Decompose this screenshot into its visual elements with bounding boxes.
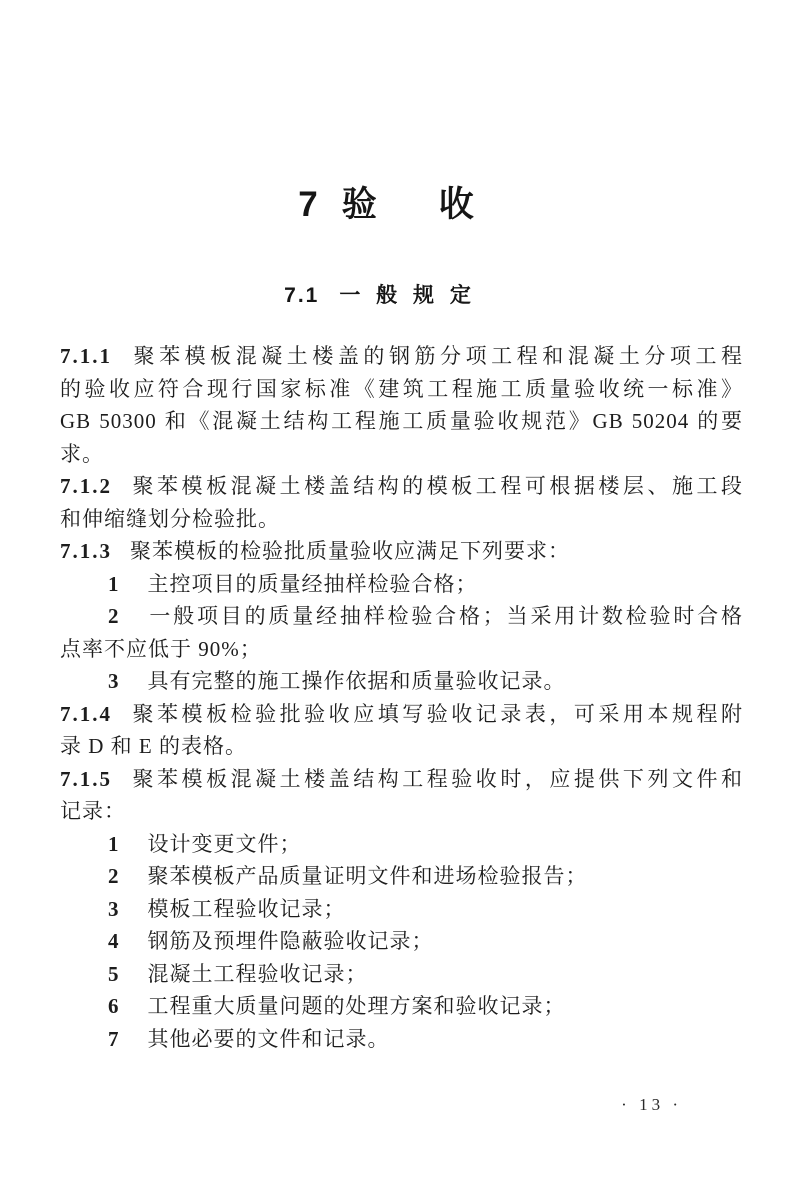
list-item-line bbox=[60, 665, 743, 698]
item-number: 5 bbox=[108, 961, 121, 986]
item-number: 7 bbox=[108, 1026, 121, 1051]
text-line bbox=[60, 795, 743, 828]
clause-line bbox=[60, 698, 743, 731]
text-line bbox=[60, 373, 743, 406]
clause-number: 7.1.3 bbox=[60, 539, 112, 563]
list-item-line bbox=[60, 600, 743, 633]
list-item-line bbox=[60, 828, 743, 861]
list-item-line bbox=[60, 568, 743, 601]
line-text: 聚苯模板产品质量证明文件和进场检验报告； bbox=[147, 864, 588, 888]
list-item-line bbox=[60, 925, 743, 958]
line-text: 聚苯模板混凝土楼盖的钢筋分项工程和混凝土分项工程 bbox=[130, 344, 743, 368]
line-text: 具有完整的施工操作依据和质量验收记录。 bbox=[147, 669, 566, 693]
item-number: 2 bbox=[108, 864, 121, 888]
line-text: 其他必要的文件和记录。 bbox=[147, 1026, 390, 1051]
chapter-title-char-1: 验 bbox=[341, 185, 377, 224]
text-line bbox=[60, 405, 743, 438]
clause-line bbox=[60, 470, 743, 503]
line-text: 的验收应符合现行国家标准《建筑工程施工质量验收统一标准》 bbox=[60, 376, 743, 401]
line-text: 混凝土工程验收记录； bbox=[147, 961, 368, 986]
clause-number: 7.1.5 bbox=[60, 766, 112, 791]
item-number: 1 bbox=[108, 571, 121, 596]
list-item-line bbox=[60, 1023, 743, 1056]
page-number: · 13 · bbox=[621, 1095, 682, 1114]
clause-number: 7.1.1 bbox=[60, 344, 112, 368]
chapter-title bbox=[0, 186, 786, 224]
item-number: 3 bbox=[108, 896, 121, 921]
line-text: 点率不应低于 90%； bbox=[60, 636, 262, 661]
line-text: 主控项目的质量经抽样检验合格； bbox=[147, 571, 478, 596]
item-number: 3 bbox=[108, 669, 121, 693]
list-item-line bbox=[60, 893, 743, 926]
line-text: 模板工程验收记录； bbox=[147, 896, 346, 921]
line-text: 聚苯模板混凝土楼盖结构工程验收时，应提供下列文件和 bbox=[130, 766, 743, 791]
line-text: 设计变更文件； bbox=[147, 831, 302, 856]
line-text: 聚苯模板检验批验收应填写验收记录表，可采用本规程附 bbox=[130, 701, 743, 726]
clause-line bbox=[60, 340, 743, 373]
text-line bbox=[60, 503, 743, 536]
text-line bbox=[60, 730, 743, 763]
list-item-line bbox=[60, 860, 743, 893]
line-text: 聚苯模板的检验批质量验收应满足下列要求： bbox=[130, 539, 570, 563]
line-text: 一般项目的质量经抽样检验合格；当采用计数检验时合格 bbox=[147, 604, 743, 628]
text-line bbox=[60, 633, 743, 666]
line-text: GB 50300 和《混凝土结构工程施工质量验收规范》GB 50204 的要 bbox=[60, 409, 743, 433]
section-number: 7.1 bbox=[284, 284, 320, 307]
section-body bbox=[60, 340, 743, 1055]
item-number: 2 bbox=[108, 604, 121, 628]
clause-number: 7.1.2 bbox=[60, 474, 112, 498]
clause-line bbox=[60, 763, 743, 796]
line-text: 工程重大质量问题的处理方案和验收记录； bbox=[147, 994, 566, 1018]
line-text: 记录： bbox=[60, 799, 126, 823]
text-line bbox=[60, 438, 743, 471]
list-item-line bbox=[60, 990, 743, 1023]
line-text: 录 D 和 E 的表格。 bbox=[60, 734, 247, 758]
line-text: 和伸缩缝划分检验批。 bbox=[60, 506, 280, 531]
clause-line bbox=[60, 535, 743, 568]
item-number: 1 bbox=[108, 831, 121, 856]
item-number: 4 bbox=[108, 929, 121, 953]
item-number: 6 bbox=[108, 994, 121, 1018]
clause-number: 7.1.4 bbox=[60, 701, 112, 726]
line-text: 求。 bbox=[60, 441, 104, 466]
line-text: 聚苯模板混凝土楼盖结构的模板工程可根据楼层、施工段 bbox=[130, 474, 743, 498]
chapter-title-char-2: 收 bbox=[438, 185, 474, 224]
chapter-number: 7 bbox=[298, 185, 318, 224]
section-title: 一 般 规 定 bbox=[339, 284, 476, 307]
line-text: 钢筋及预埋件隐蔽验收记录； bbox=[147, 929, 434, 953]
list-item-line bbox=[60, 958, 743, 991]
section-heading bbox=[0, 284, 780, 308]
